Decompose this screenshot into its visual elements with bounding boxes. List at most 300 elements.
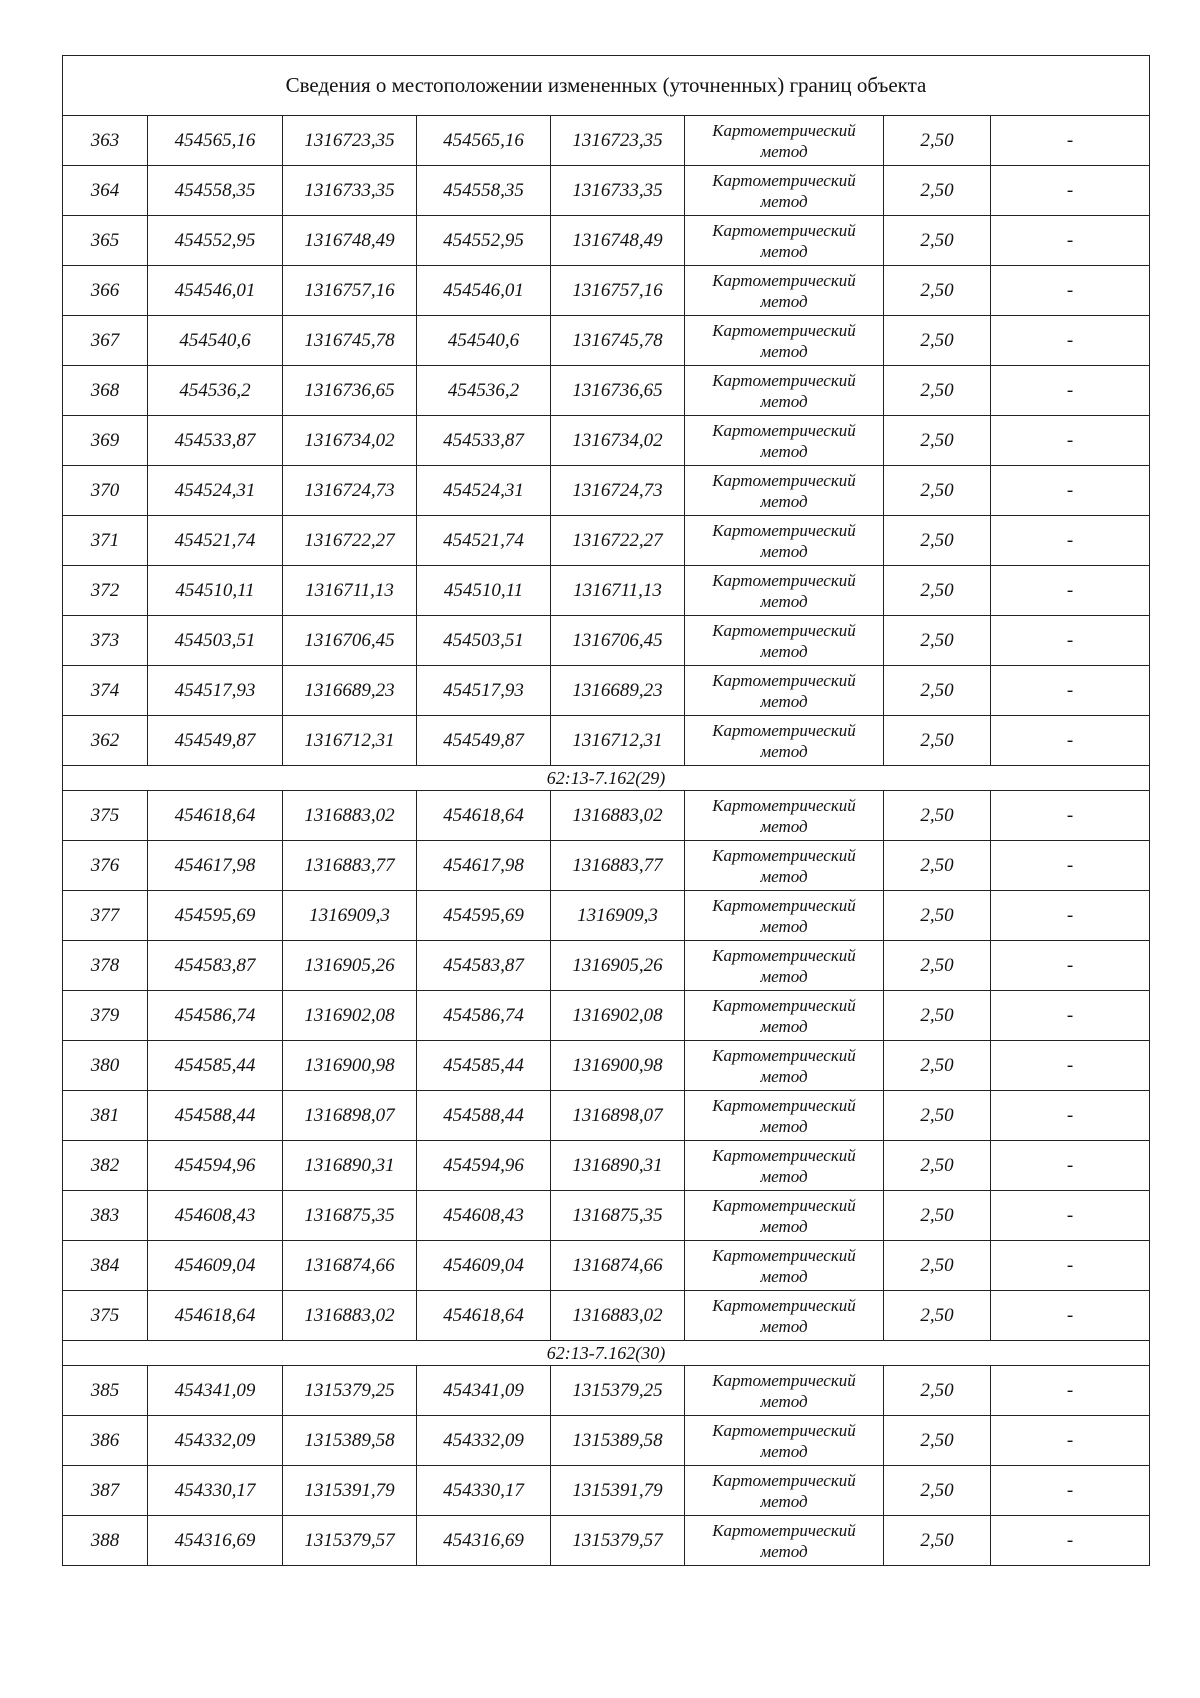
parcel-group-label: 62:13-7.162(30) <box>63 1341 1150 1366</box>
parcel-group-row <box>63 766 1150 791</box>
refined-y-cell: 1316711,13 <box>551 566 685 616</box>
point-number-cell: 372 <box>63 566 148 616</box>
existing-x-cell: 454617,98 <box>148 841 283 891</box>
method-line-2: метод <box>760 1441 808 1461</box>
existing-x-cell: 454549,87 <box>148 716 283 766</box>
accuracy-cell: 2,50 <box>884 616 991 666</box>
existing-y-cell: 1315389,58 <box>283 1416 417 1466</box>
refined-x-cell: 454330,17 <box>417 1466 551 1516</box>
refined-y-cell: 1316883,02 <box>551 1291 685 1341</box>
method-line-2: метод <box>760 1166 808 1186</box>
existing-y-cell: 1316745,78 <box>283 316 417 366</box>
refined-x-cell: 454583,87 <box>417 941 551 991</box>
accuracy-cell: 2,50 <box>884 366 991 416</box>
existing-y-cell: 1316736,65 <box>283 366 417 416</box>
accuracy-cell: 2,50 <box>884 1091 991 1141</box>
existing-x-cell: 454583,87 <box>148 941 283 991</box>
existing-y-cell: 1316711,13 <box>283 566 417 616</box>
note-cell: - <box>991 1141 1150 1191</box>
note-cell: - <box>991 416 1150 466</box>
point-number-cell: 375 <box>63 791 148 841</box>
note-cell: - <box>991 616 1150 666</box>
point-number-cell: 363 <box>63 116 148 166</box>
note-cell: - <box>991 1091 1150 1141</box>
table-row <box>63 266 1150 316</box>
method-line-2: метод <box>760 641 808 661</box>
note-cell: - <box>991 841 1150 891</box>
method-line-2: метод <box>760 691 808 711</box>
accuracy-cell: 2,50 <box>884 416 991 466</box>
refined-y-cell: 1316733,35 <box>551 166 685 216</box>
note-cell: - <box>991 216 1150 266</box>
refined-x-cell: 454618,64 <box>417 1291 551 1341</box>
refined-y-cell: 1315379,57 <box>551 1516 685 1566</box>
existing-y-cell: 1316874,66 <box>283 1241 417 1291</box>
existing-x-cell: 454521,74 <box>148 516 283 566</box>
table-row <box>63 166 1150 216</box>
method-line-1: Картометрический <box>712 370 856 390</box>
method-line-1: Картометрический <box>712 1370 856 1390</box>
existing-x-cell: 454558,35 <box>148 166 283 216</box>
refined-x-cell: 454594,96 <box>417 1141 551 1191</box>
existing-x-cell: 454595,69 <box>148 891 283 941</box>
refined-x-cell: 454533,87 <box>417 416 551 466</box>
method-line-2: метод <box>760 816 808 836</box>
point-number-cell: 364 <box>63 166 148 216</box>
point-number-cell: 387 <box>63 1466 148 1516</box>
refined-x-cell: 454524,31 <box>417 466 551 516</box>
note-cell: - <box>991 1241 1150 1291</box>
table-row <box>63 1241 1150 1291</box>
note-cell: - <box>991 941 1150 991</box>
accuracy-cell: 2,50 <box>884 666 991 716</box>
point-number-cell: 379 <box>63 991 148 1041</box>
existing-x-cell: 454565,16 <box>148 116 283 166</box>
method-line-1: Картометрический <box>712 420 856 440</box>
method-line-1: Картометрический <box>712 1095 856 1115</box>
method-cell <box>685 466 884 516</box>
refined-x-cell: 454552,95 <box>417 216 551 266</box>
accuracy-cell: 2,50 <box>884 216 991 266</box>
existing-y-cell: 1316723,35 <box>283 116 417 166</box>
method-cell <box>685 416 884 466</box>
point-number-cell: 380 <box>63 1041 148 1091</box>
table-row <box>63 666 1150 716</box>
note-cell: - <box>991 1291 1150 1341</box>
method-line-2: метод <box>760 441 808 461</box>
existing-y-cell: 1316883,02 <box>283 791 417 841</box>
table-row <box>63 716 1150 766</box>
existing-x-cell: 454609,04 <box>148 1241 283 1291</box>
existing-x-cell: 454586,74 <box>148 991 283 1041</box>
point-number-cell: 365 <box>63 216 148 266</box>
method-line-1: Картометрический <box>712 620 856 640</box>
existing-y-cell: 1316689,23 <box>283 666 417 716</box>
note-cell: - <box>991 991 1150 1041</box>
method-line-1: Картометрический <box>712 570 856 590</box>
method-line-1: Картометрический <box>712 1195 856 1215</box>
table-row <box>63 891 1150 941</box>
refined-x-cell: 454503,51 <box>417 616 551 666</box>
method-line-2: метод <box>760 391 808 411</box>
method-cell <box>685 516 884 566</box>
existing-x-cell: 454536,2 <box>148 366 283 416</box>
table-row <box>63 1091 1150 1141</box>
point-number-cell: 376 <box>63 841 148 891</box>
refined-x-cell: 454521,74 <box>417 516 551 566</box>
point-number-cell: 381 <box>63 1091 148 1141</box>
table-row <box>63 791 1150 841</box>
refined-y-cell: 1316902,08 <box>551 991 685 1041</box>
method-line-1: Картометрический <box>712 845 856 865</box>
point-number-cell: 368 <box>63 366 148 416</box>
method-line-1: Картометрический <box>712 120 856 140</box>
accuracy-cell: 2,50 <box>884 1466 991 1516</box>
accuracy-cell: 2,50 <box>884 1041 991 1091</box>
method-line-2: метод <box>760 191 808 211</box>
point-number-cell: 382 <box>63 1141 148 1191</box>
refined-x-cell: 454618,64 <box>417 791 551 841</box>
accuracy-cell: 2,50 <box>884 891 991 941</box>
existing-y-cell: 1315391,79 <box>283 1466 417 1516</box>
existing-y-cell: 1316909,3 <box>283 891 417 941</box>
method-cell <box>685 791 884 841</box>
refined-y-cell: 1316909,3 <box>551 891 685 941</box>
existing-x-cell: 454594,96 <box>148 1141 283 1191</box>
refined-y-cell: 1316875,35 <box>551 1191 685 1241</box>
method-line-1: Картометрический <box>712 1470 856 1490</box>
note-cell: - <box>991 1416 1150 1466</box>
refined-y-cell: 1315391,79 <box>551 1466 685 1516</box>
table-row <box>63 1466 1150 1516</box>
method-cell <box>685 216 884 266</box>
refined-y-cell: 1316689,23 <box>551 666 685 716</box>
accuracy-cell: 2,50 <box>884 1416 991 1466</box>
existing-y-cell: 1316733,35 <box>283 166 417 216</box>
note-cell: - <box>991 266 1150 316</box>
refined-x-cell: 454586,74 <box>417 991 551 1041</box>
note-cell: - <box>991 666 1150 716</box>
refined-x-cell: 454608,43 <box>417 1191 551 1241</box>
refined-y-cell: 1315379,25 <box>551 1366 685 1416</box>
existing-x-cell: 454524,31 <box>148 466 283 516</box>
note-cell: - <box>991 1366 1150 1416</box>
table-row <box>63 1191 1150 1241</box>
method-line-1: Картометрический <box>712 1245 856 1265</box>
note-cell: - <box>991 116 1150 166</box>
method-line-2: метод <box>760 491 808 511</box>
existing-x-cell: 454540,6 <box>148 316 283 366</box>
point-number-cell: 375 <box>63 1291 148 1341</box>
refined-x-cell: 454316,69 <box>417 1516 551 1566</box>
point-number-cell: 367 <box>63 316 148 366</box>
existing-y-cell: 1316898,07 <box>283 1091 417 1141</box>
note-cell: - <box>991 466 1150 516</box>
method-line-2: метод <box>760 1266 808 1286</box>
refined-y-cell: 1316883,02 <box>551 791 685 841</box>
method-line-1: Картометрический <box>712 270 856 290</box>
refined-y-cell: 1316748,49 <box>551 216 685 266</box>
note-cell: - <box>991 1041 1150 1091</box>
point-number-cell: 371 <box>63 516 148 566</box>
existing-y-cell: 1316875,35 <box>283 1191 417 1241</box>
accuracy-cell: 2,50 <box>884 1191 991 1241</box>
existing-y-cell: 1316734,02 <box>283 416 417 466</box>
method-line-1: Картометрический <box>712 170 856 190</box>
method-line-2: метод <box>760 291 808 311</box>
method-cell <box>685 316 884 366</box>
point-number-cell: 377 <box>63 891 148 941</box>
method-cell <box>685 991 884 1041</box>
accuracy-cell: 2,50 <box>884 116 991 166</box>
method-line-1: Картометрический <box>712 520 856 540</box>
table-row <box>63 566 1150 616</box>
existing-x-cell: 454517,93 <box>148 666 283 716</box>
method-cell <box>685 1041 884 1091</box>
method-line-1: Картометрический <box>712 220 856 240</box>
point-number-cell: 385 <box>63 1366 148 1416</box>
method-cell <box>685 1516 884 1566</box>
existing-x-cell: 454546,01 <box>148 266 283 316</box>
refined-y-cell: 1316874,66 <box>551 1241 685 1291</box>
point-number-cell: 386 <box>63 1416 148 1466</box>
table-row <box>63 366 1150 416</box>
existing-x-cell: 454533,87 <box>148 416 283 466</box>
point-number-cell: 362 <box>63 716 148 766</box>
existing-x-cell: 454618,64 <box>148 791 283 841</box>
accuracy-cell: 2,50 <box>884 466 991 516</box>
refined-x-cell: 454536,2 <box>417 366 551 416</box>
existing-x-cell: 454332,09 <box>148 1416 283 1466</box>
method-line-1: Картометрический <box>712 470 856 490</box>
table-row <box>63 516 1150 566</box>
method-cell <box>685 891 884 941</box>
method-line-2: метод <box>760 1491 808 1511</box>
accuracy-cell: 2,50 <box>884 316 991 366</box>
method-line-1: Картометрический <box>712 1045 856 1065</box>
boundary-coordinates-table <box>62 55 1150 1566</box>
method-cell <box>685 941 884 991</box>
method-line-1: Картометрический <box>712 1420 856 1440</box>
refined-y-cell: 1316712,31 <box>551 716 685 766</box>
point-number-cell: 366 <box>63 266 148 316</box>
note-cell: - <box>991 516 1150 566</box>
table-row <box>63 1291 1150 1341</box>
method-line-2: метод <box>760 241 808 261</box>
parcel-group-row <box>63 1341 1150 1366</box>
refined-y-cell: 1316883,77 <box>551 841 685 891</box>
accuracy-cell: 2,50 <box>884 791 991 841</box>
refined-y-cell: 1316745,78 <box>551 316 685 366</box>
method-line-2: метод <box>760 141 808 161</box>
note-cell: - <box>991 1516 1150 1566</box>
refined-x-cell: 454595,69 <box>417 891 551 941</box>
existing-y-cell: 1316748,49 <box>283 216 417 266</box>
existing-y-cell: 1316706,45 <box>283 616 417 666</box>
accuracy-cell: 2,50 <box>884 266 991 316</box>
point-number-cell: 370 <box>63 466 148 516</box>
method-line-1: Картометрический <box>712 320 856 340</box>
note-cell: - <box>991 716 1150 766</box>
existing-x-cell: 454510,11 <box>148 566 283 616</box>
method-line-2: метод <box>760 591 808 611</box>
method-line-1: Картометрический <box>712 895 856 915</box>
table-row <box>63 991 1150 1041</box>
refined-x-cell: 454565,16 <box>417 116 551 166</box>
point-number-cell: 378 <box>63 941 148 991</box>
table-row <box>63 1416 1150 1466</box>
method-line-1: Картометрический <box>712 670 856 690</box>
table-row <box>63 466 1150 516</box>
refined-y-cell: 1316734,02 <box>551 416 685 466</box>
note-cell: - <box>991 1191 1150 1241</box>
note-cell: - <box>991 316 1150 366</box>
method-line-1: Картометрический <box>712 795 856 815</box>
method-line-1: Картометрический <box>712 720 856 740</box>
method-line-2: метод <box>760 1116 808 1136</box>
existing-y-cell: 1316902,08 <box>283 991 417 1041</box>
method-cell <box>685 1291 884 1341</box>
accuracy-cell: 2,50 <box>884 516 991 566</box>
existing-y-cell: 1316722,27 <box>283 516 417 566</box>
existing-y-cell: 1316883,02 <box>283 1291 417 1341</box>
method-line-2: метод <box>760 741 808 761</box>
method-line-1: Картометрический <box>712 1520 856 1540</box>
refined-x-cell: 454341,09 <box>417 1366 551 1416</box>
refined-y-cell: 1316722,27 <box>551 516 685 566</box>
accuracy-cell: 2,50 <box>884 566 991 616</box>
method-line-2: метод <box>760 541 808 561</box>
table-row <box>63 1141 1150 1191</box>
method-line-1: Картометрический <box>712 1145 856 1165</box>
method-cell <box>685 841 884 891</box>
refined-x-cell: 454540,6 <box>417 316 551 366</box>
point-number-cell: 373 <box>63 616 148 666</box>
existing-x-cell: 454330,17 <box>148 1466 283 1516</box>
refined-x-cell: 454510,11 <box>417 566 551 616</box>
method-cell <box>685 1366 884 1416</box>
accuracy-cell: 2,50 <box>884 1366 991 1416</box>
note-cell: - <box>991 366 1150 416</box>
note-cell: - <box>991 891 1150 941</box>
method-cell <box>685 166 884 216</box>
point-number-cell: 388 <box>63 1516 148 1566</box>
existing-y-cell: 1316883,77 <box>283 841 417 891</box>
existing-y-cell: 1316900,98 <box>283 1041 417 1091</box>
refined-x-cell: 454558,35 <box>417 166 551 216</box>
method-cell <box>685 366 884 416</box>
method-line-2: метод <box>760 866 808 886</box>
method-line-1: Картометрический <box>712 945 856 965</box>
table-row <box>63 1041 1150 1091</box>
accuracy-cell: 2,50 <box>884 1291 991 1341</box>
method-line-2: метод <box>760 1066 808 1086</box>
method-line-2: метод <box>760 1541 808 1561</box>
table-row <box>63 116 1150 166</box>
existing-y-cell: 1315379,25 <box>283 1366 417 1416</box>
refined-x-cell: 454549,87 <box>417 716 551 766</box>
refined-y-cell: 1315389,58 <box>551 1416 685 1466</box>
existing-y-cell: 1316890,31 <box>283 1141 417 1191</box>
refined-y-cell: 1316706,45 <box>551 616 685 666</box>
method-cell <box>685 1191 884 1241</box>
method-line-2: метод <box>760 1016 808 1036</box>
parcel-group-label: 62:13-7.162(29) <box>63 766 1150 791</box>
note-cell: - <box>991 166 1150 216</box>
refined-y-cell: 1316890,31 <box>551 1141 685 1191</box>
point-number-cell: 384 <box>63 1241 148 1291</box>
existing-x-cell: 454341,09 <box>148 1366 283 1416</box>
method-line-2: метод <box>760 966 808 986</box>
method-cell <box>685 716 884 766</box>
refined-x-cell: 454609,04 <box>417 1241 551 1291</box>
method-cell <box>685 616 884 666</box>
refined-y-cell: 1316898,07 <box>551 1091 685 1141</box>
method-cell <box>685 1141 884 1191</box>
accuracy-cell: 2,50 <box>884 841 991 891</box>
table-row <box>63 1516 1150 1566</box>
refined-y-cell: 1316723,35 <box>551 116 685 166</box>
existing-x-cell: 454316,69 <box>148 1516 283 1566</box>
table-row <box>63 616 1150 666</box>
accuracy-cell: 2,50 <box>884 1141 991 1191</box>
method-cell <box>685 116 884 166</box>
method-cell <box>685 1416 884 1466</box>
existing-x-cell: 454608,43 <box>148 1191 283 1241</box>
note-cell: - <box>991 1466 1150 1516</box>
existing-y-cell: 1316712,31 <box>283 716 417 766</box>
refined-x-cell: 454332,09 <box>417 1416 551 1466</box>
method-cell <box>685 1241 884 1291</box>
refined-y-cell: 1316736,65 <box>551 366 685 416</box>
accuracy-cell: 2,50 <box>884 1241 991 1291</box>
refined-x-cell: 454617,98 <box>417 841 551 891</box>
refined-y-cell: 1316724,73 <box>551 466 685 516</box>
method-cell <box>685 1466 884 1516</box>
table-row <box>63 416 1150 466</box>
table-title-row <box>63 56 1150 116</box>
point-number-cell: 374 <box>63 666 148 716</box>
method-cell <box>685 266 884 316</box>
table-title: Сведения о местоположении измененных (уточненных) границ объекта <box>63 56 1150 116</box>
table-row <box>63 841 1150 891</box>
refined-y-cell: 1316905,26 <box>551 941 685 991</box>
method-line-2: метод <box>760 1316 808 1336</box>
existing-y-cell: 1316757,16 <box>283 266 417 316</box>
existing-x-cell: 454552,95 <box>148 216 283 266</box>
method-cell <box>685 666 884 716</box>
method-line-2: метод <box>760 341 808 361</box>
accuracy-cell: 2,50 <box>884 991 991 1041</box>
point-number-cell: 369 <box>63 416 148 466</box>
existing-x-cell: 454503,51 <box>148 616 283 666</box>
existing-y-cell: 1316724,73 <box>283 466 417 516</box>
accuracy-cell: 2,50 <box>884 166 991 216</box>
note-cell: - <box>991 566 1150 616</box>
method-line-2: метод <box>760 916 808 936</box>
method-line-2: метод <box>760 1216 808 1236</box>
table-row <box>63 1366 1150 1416</box>
existing-x-cell: 454585,44 <box>148 1041 283 1091</box>
table-row <box>63 941 1150 991</box>
existing-x-cell: 454588,44 <box>148 1091 283 1141</box>
existing-x-cell: 454618,64 <box>148 1291 283 1341</box>
table-row <box>63 316 1150 366</box>
table-row <box>63 216 1150 266</box>
note-cell: - <box>991 791 1150 841</box>
accuracy-cell: 2,50 <box>884 941 991 991</box>
refined-x-cell: 454585,44 <box>417 1041 551 1091</box>
